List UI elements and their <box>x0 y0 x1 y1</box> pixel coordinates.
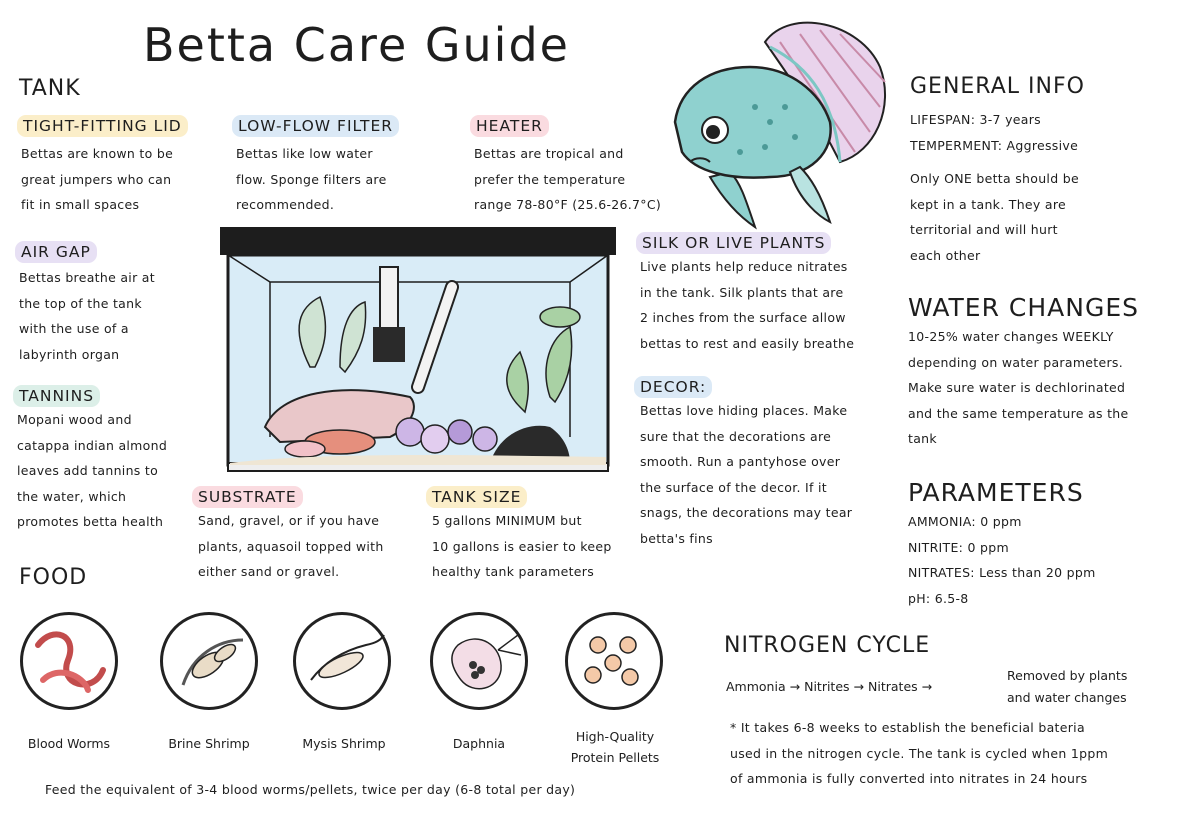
brine-shrimp-icon <box>160 612 258 710</box>
flow-removed: Removed by plants and water changes <box>1007 668 1128 705</box>
daphnia-icon <box>430 612 528 710</box>
food-label-brine-shrimp: Brine Shrimp <box>168 736 250 751</box>
protein-pellets-icon <box>565 612 663 710</box>
air-gap-section <box>15 241 155 367</box>
water-changes-text: 10-25% water changes WEEKLY depending on water parameters. Make sure water is dechlorinated and the same temperature as the tank <box>908 329 1129 446</box>
blood-worms-icon <box>20 612 118 710</box>
arrow-icon: → <box>853 679 865 694</box>
mysis-shrimp-icon <box>293 612 391 710</box>
tannins-label: TANNINS <box>13 385 100 407</box>
tannins-section <box>13 385 167 535</box>
filter-section <box>232 115 399 218</box>
heater-label: HEATER <box>470 115 549 137</box>
parameters-section <box>908 478 1096 611</box>
page-title: Betta Care Guide <box>143 18 570 72</box>
nitrogen-flow <box>726 679 932 694</box>
water-changes-section <box>908 293 1139 452</box>
tank-size-text: 5 gallons MINIMUM but 10 gallons is easier to keep healthy tank parameters <box>432 513 612 579</box>
betta-fish-illustration <box>670 12 900 232</box>
flow-nitrates: Nitrates <box>868 679 918 694</box>
substrate-section <box>192 486 384 585</box>
plants-label: SILK OR LIVE PLANTS <box>636 232 831 254</box>
general-info-note: Only ONE betta should be kept in a tank. They are territorial and will hurt each other <box>910 171 1079 263</box>
substrate-text: Sand, gravel, or if you have plants, aquasoil topped with either sand or gravel. <box>198 513 384 579</box>
filter-label: LOW-FLOW FILTER <box>232 115 399 137</box>
parameters-text: AMMONIA: 0 ppm NITRITE: 0 ppm NITRATES: Less than 20 ppm pH: 6.5-8 <box>908 514 1096 606</box>
food-heading: FOOD <box>19 565 88 590</box>
flow-ammonia: Ammonia <box>726 679 786 694</box>
arrow-icon: → <box>789 679 801 694</box>
nitrogen-heading: NITROGEN CYCLE <box>724 633 931 658</box>
food-note: Feed the equivalent of 3-4 blood worms/pellets, twice per day (6-8 total per day) <box>45 782 576 797</box>
air-gap-text: Bettas breathe air at the top of the tank with the use of a labyrinth organ <box>19 270 155 362</box>
plants-text: Live plants help reduce nitrates in the tank. Silk plants that are 2 inches from the surface allow bettas to rest and easily breathe <box>640 259 855 351</box>
filter-text: Bettas like low water flow. Sponge filters are recommended. <box>236 146 387 212</box>
general-info-heading: GENERAL INFO <box>910 74 1085 99</box>
plants-section <box>636 232 854 356</box>
lid-label: TIGHT-FITTING LID <box>17 115 188 137</box>
parameters-heading: PARAMETERS <box>908 478 1084 507</box>
decor-section <box>634 376 852 551</box>
heater-text: Bettas are tropical and prefer the temperature range 78-80°F (25.6-26.7°C) <box>474 146 662 212</box>
lid-section <box>17 115 188 218</box>
substrate-label: SUBSTRATE <box>192 486 303 508</box>
food-label-protein-pellets: High-Quality Protein Pellets <box>570 729 660 765</box>
flow-nitrites: Nitrites <box>804 679 850 694</box>
nitrogen-note: * It takes 6-8 weeks to establish the beneficial bateria used in the nitrogen cycle. The tank is cycled when 1ppm of ammonia is fully converted into nitrates in 24 hours <box>730 720 1109 786</box>
aquarium-illustration <box>220 227 620 477</box>
heater-section <box>470 115 661 218</box>
food-label-daphnia: Daphnia <box>452 736 506 751</box>
lid-text: Bettas are known to be great jumpers who can fit in small spaces <box>21 146 174 212</box>
air-gap-label: AIR GAP <box>15 241 97 263</box>
decor-label: DECOR: <box>634 376 712 398</box>
general-info-section <box>910 74 1085 268</box>
tannins-text: Mopani wood and catappa indian almond leaves add tannins to the water, which promotes betta health <box>17 412 168 529</box>
food-label-blood-worms: Blood Worms <box>27 736 111 751</box>
tank-size-section <box>426 486 612 585</box>
food-label-mysis-shrimp: Mysis Shrimp <box>302 736 386 751</box>
decor-text: Bettas love hiding places. Make sure that the decorations are smooth. Run a pantyhose over the surface of the decor. If it snags, the decorations may tear betta's fins <box>640 403 853 546</box>
general-info-text: LIFESPAN: 3-7 years TEMPERMENT: Aggressive <box>910 112 1079 153</box>
tank-size-label: TANK SIZE <box>426 486 527 508</box>
tank-heading: TANK <box>19 76 81 101</box>
water-changes-heading: WATER CHANGES <box>908 293 1139 322</box>
arrow-icon: → <box>921 679 933 694</box>
